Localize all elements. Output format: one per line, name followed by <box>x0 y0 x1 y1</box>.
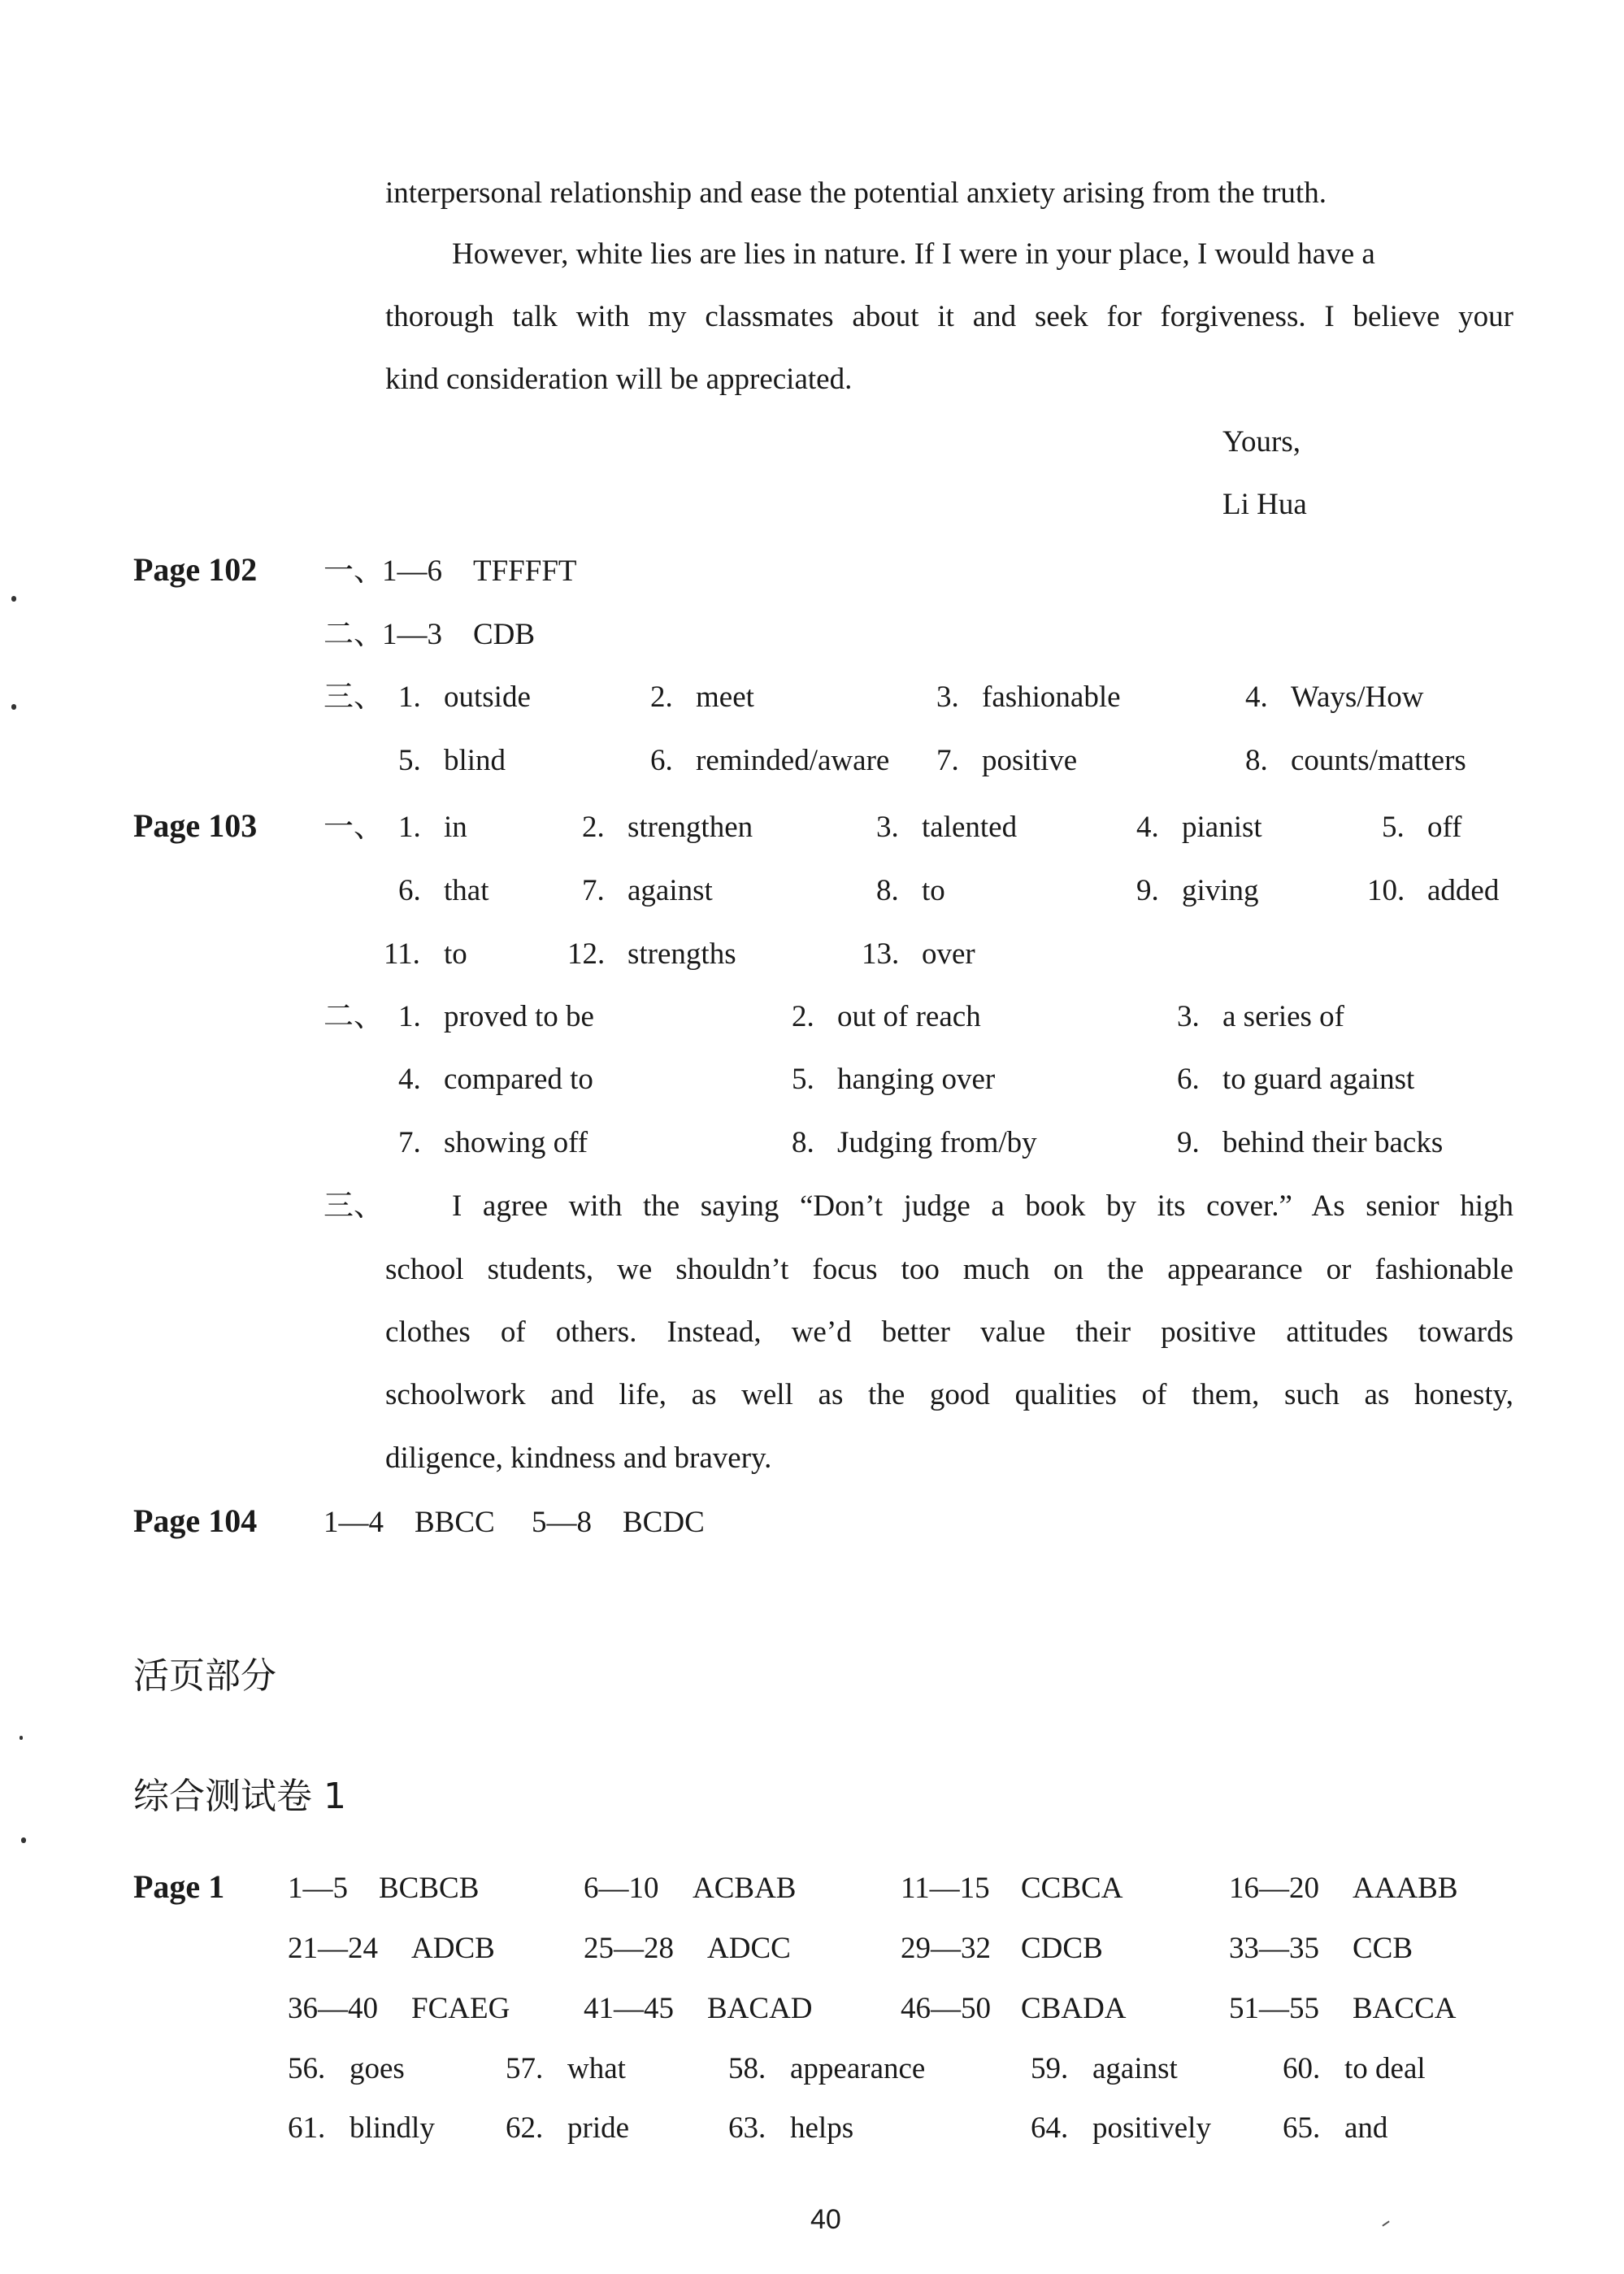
letter-line-2: However, white lies are lies in nature. If I were in your place, I would have a <box>452 237 1375 271</box>
item-answer: what <box>567 2052 626 2085</box>
item-number: 9. <box>1177 1126 1200 1159</box>
item-number: 4. <box>398 1063 421 1096</box>
letter-line-4: kind consideration will be appreciated. <box>385 363 853 396</box>
item-answer: Judging from/by <box>837 1126 1037 1159</box>
section-marker: 一、 <box>323 554 384 588</box>
item-number: 7. <box>582 874 605 907</box>
section-marker: 二、 <box>323 1000 384 1033</box>
letter-line-1: interpersonal relationship and ease the potential anxiety arising from the truth. <box>385 176 1327 210</box>
item-answer: outside <box>444 680 531 714</box>
item-number: 10. <box>1367 874 1405 907</box>
item-number: 12. <box>567 937 606 971</box>
margin-mark <box>11 704 16 710</box>
answer-range: 1—4 <box>323 1506 384 1539</box>
answer-key: CCB <box>1353 1932 1413 1965</box>
item-number: 1. <box>398 1000 421 1033</box>
item-number: 56. <box>288 2052 326 2085</box>
item-answer: behind their backs <box>1222 1126 1444 1159</box>
item-number: 64. <box>1031 2111 1069 2145</box>
item-answer: helps <box>790 2111 854 2145</box>
page-number: 40 <box>810 2204 841 2235</box>
answer-range: 11—15 <box>901 1872 990 1905</box>
answer-key: CCBCA <box>1021 1872 1123 1905</box>
letter-signature: Li Hua <box>1222 488 1307 521</box>
item-answer: fashionable <box>982 680 1121 714</box>
margin-mark <box>20 1736 23 1740</box>
item-answer: hanging over <box>837 1063 996 1096</box>
item-number: 5. <box>398 744 421 777</box>
item-answer: off <box>1427 811 1462 844</box>
item-answer: counts/matters <box>1291 744 1466 777</box>
item-answer: to <box>922 874 945 907</box>
item-number: 1. <box>398 811 421 844</box>
item-answer: proved to be <box>444 1000 594 1033</box>
margin-mark <box>11 596 16 602</box>
answer-key: ADCC <box>707 1932 791 1965</box>
answer-key: BCBCB <box>379 1872 480 1905</box>
answer-range: 5—8 <box>532 1506 592 1539</box>
item-answer: compared to <box>444 1063 593 1096</box>
answer-key: BBCC <box>415 1506 495 1539</box>
answer-range: 46—50 <box>901 1992 991 2025</box>
answer-range: 33—35 <box>1229 1932 1319 1965</box>
section-title: 活页部分 <box>133 1655 276 1697</box>
item-answer: pianist <box>1182 811 1262 844</box>
essay-line-3: clothes of others. Instead, we’d better value their positive attitudes towards <box>385 1315 1513 1349</box>
answer-key: BACAD <box>707 1992 813 2025</box>
answer-range: 36—40 <box>288 1992 378 2025</box>
item-answer: to deal <box>1344 2052 1426 2085</box>
answer-range: 51—55 <box>1229 1992 1319 2025</box>
item-number: 6. <box>1177 1063 1200 1096</box>
item-answer: to guard against <box>1222 1063 1415 1096</box>
item-number: 4. <box>1136 811 1159 844</box>
essay-line-1: I agree with the saying “Don’t judge a book by its cover.” As senior high <box>452 1189 1513 1223</box>
item-number: 2. <box>650 680 673 714</box>
item-answer: strengths <box>627 937 736 971</box>
item-answer: against <box>1092 2052 1178 2085</box>
item-answer: showing off <box>444 1126 588 1159</box>
answer-range: 29—32 <box>901 1932 991 1965</box>
answer-key: ADCB <box>411 1932 495 1965</box>
answer-key: ACBAB <box>693 1872 797 1905</box>
item-number: 58. <box>728 2052 766 2085</box>
item-number: 9. <box>1136 874 1159 907</box>
item-number: 62. <box>506 2111 544 2145</box>
item-number: 7. <box>398 1126 421 1159</box>
item-number: 8. <box>876 874 899 907</box>
item-number: 6. <box>650 744 673 777</box>
item-answer: reminded/aware <box>696 744 890 777</box>
item-answer: to <box>444 937 467 971</box>
item-number: 63. <box>728 2111 766 2145</box>
answer-range: 6—10 <box>584 1872 659 1905</box>
page-label-103: Page 103 <box>133 807 258 844</box>
answer-key: FCAEG <box>411 1992 510 2025</box>
answer-key: TFFFFT <box>473 554 577 588</box>
page-label-104: Page 104 <box>133 1502 258 1539</box>
item-number: 5. <box>1382 811 1405 844</box>
test-title: 综合测试卷 1 <box>133 1776 346 1817</box>
item-number: 13. <box>862 937 900 971</box>
letter-closing: Yours, <box>1222 425 1301 459</box>
answer-range: 41—45 <box>584 1992 674 2025</box>
item-number: 8. <box>1245 744 1268 777</box>
item-number: 65. <box>1283 2111 1321 2145</box>
item-answer: positively <box>1092 2111 1211 2145</box>
answer-key: CDCB <box>1021 1932 1103 1965</box>
item-number: 60. <box>1283 2052 1321 2085</box>
item-number: 5. <box>792 1063 814 1096</box>
page-label-102: Page 102 <box>133 551 258 588</box>
item-answer: a series of <box>1222 1000 1344 1033</box>
essay-line-5: diligence, kindness and bravery. <box>385 1441 772 1475</box>
margin-mark <box>1382 2220 1389 2226</box>
item-number: 3. <box>936 680 959 714</box>
answer-key: BCDC <box>623 1506 705 1539</box>
item-answer: that <box>444 874 489 907</box>
item-answer: giving <box>1182 874 1259 907</box>
item-answer: pride <box>567 2111 630 2145</box>
item-answer: out of reach <box>837 1000 981 1033</box>
item-number: 59. <box>1031 2052 1069 2085</box>
answer-key: BACCA <box>1353 1992 1457 2025</box>
item-answer: blind <box>444 744 506 777</box>
item-answer: goes <box>350 2052 405 2085</box>
item-answer: blindly <box>350 2111 435 2145</box>
margin-mark <box>21 1837 26 1843</box>
item-number: 61. <box>288 2111 326 2145</box>
item-number: 7. <box>936 744 959 777</box>
item-number: 4. <box>1245 680 1268 714</box>
answer-range: 25—28 <box>584 1932 674 1965</box>
answer-range: 1—5 <box>288 1872 348 1905</box>
item-answer: over <box>922 937 975 971</box>
section-marker: 三、 <box>323 680 384 714</box>
item-number: 2. <box>792 1000 814 1033</box>
section-marker: 二、 <box>323 618 384 651</box>
answer-key: CDB <box>473 618 536 651</box>
answer-range: 1—3 <box>382 618 442 651</box>
item-number: 6. <box>398 874 421 907</box>
item-number: 8. <box>792 1126 814 1159</box>
item-answer: appearance <box>790 2052 926 2085</box>
item-number: 11. <box>384 937 420 971</box>
item-answer: strengthen <box>627 811 753 844</box>
item-answer: in <box>444 811 467 844</box>
section-marker: 一、 <box>323 811 384 844</box>
item-number: 2. <box>582 811 605 844</box>
answer-key: CBADA <box>1021 1992 1127 2025</box>
item-answer: Ways/How <box>1291 680 1424 714</box>
item-answer: added <box>1427 874 1500 907</box>
item-number: 3. <box>1177 1000 1200 1033</box>
item-number: 57. <box>506 2052 544 2085</box>
answer-range: 16—20 <box>1229 1872 1319 1905</box>
item-answer: positive <box>982 744 1078 777</box>
section-marker: 三、 <box>323 1189 384 1223</box>
item-answer: against <box>627 874 713 907</box>
item-answer: talented <box>922 811 1018 844</box>
answer-range: 1—6 <box>382 554 442 588</box>
item-number: 3. <box>876 811 899 844</box>
item-number: 1. <box>398 680 421 714</box>
answer-range: 21—24 <box>288 1932 378 1965</box>
item-answer: and <box>1344 2111 1388 2145</box>
page-label-test-1: Page 1 <box>133 1868 225 1905</box>
essay-line-4: schoolwork and life, as well as the good qualities of them, such as honesty, <box>385 1378 1513 1411</box>
essay-line-2: school students, we shouldn’t focus too much on the appearance or fashionable <box>385 1253 1513 1286</box>
letter-line-3: thorough talk with my classmates about it and seek for forgiveness. I believe your <box>385 300 1513 333</box>
item-answer: meet <box>696 680 754 714</box>
answer-key: AAABB <box>1353 1872 1458 1905</box>
